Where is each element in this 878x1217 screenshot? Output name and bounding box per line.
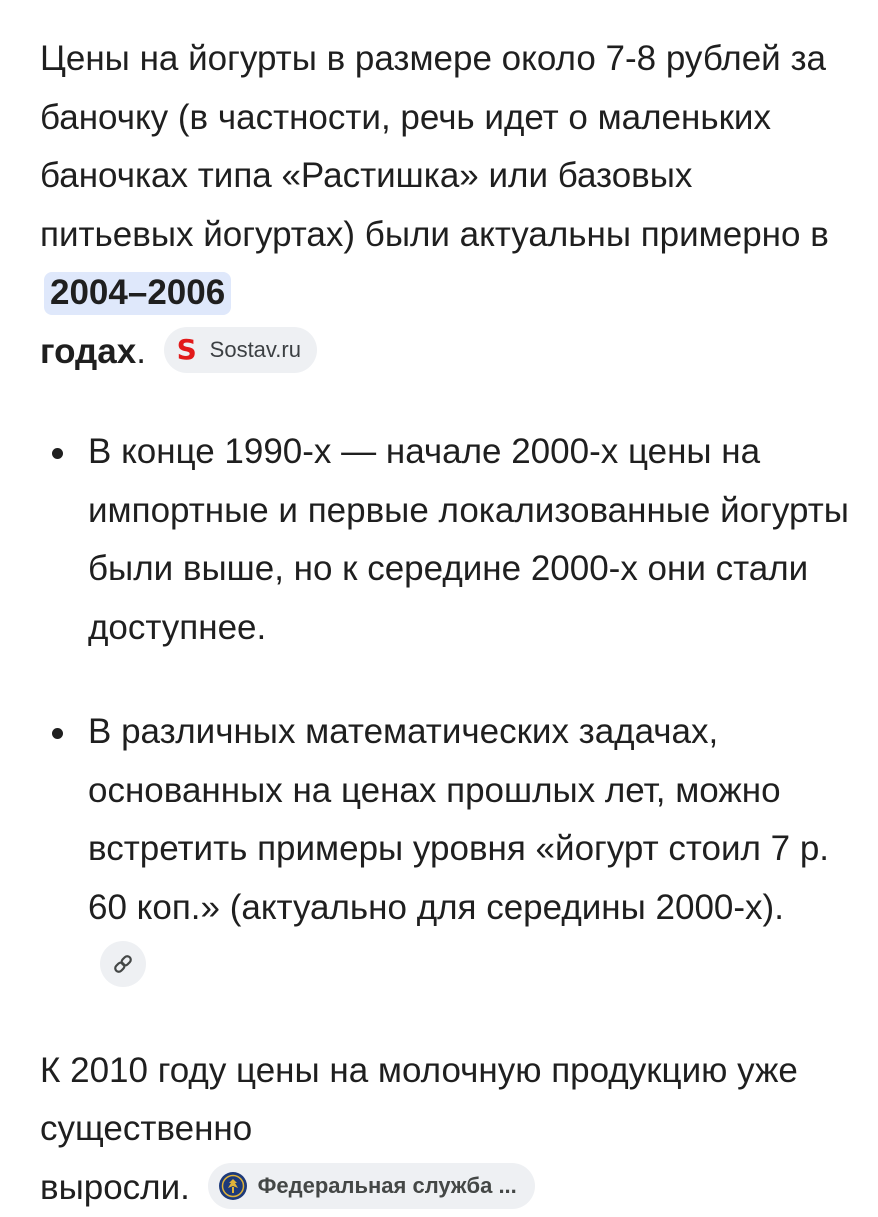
bullet-dot — [52, 448, 63, 459]
paragraph-text: Цены на йогурты в размере около 7-8 рублей за баночку (в частности, речь идет о маленьких баночках типа «Растишка» или базовых питьевых йогуртах) были актуальны примерно в — [40, 39, 829, 254]
period: . — [136, 332, 146, 371]
list-item — [40, 423, 850, 657]
answer-content — [40, 30, 850, 1217]
list-item-text: В различных математических задачах, основанных на ценах прошлых лет, можно встретить примеры уровня «йогурт стоил 7 р. 60 коп.» (актуально для середины 2000-х). — [88, 712, 829, 927]
paragraph-text: К 2010 году цены на молочную продукцию уже существенно — [40, 1051, 798, 1149]
sostav-logo-icon: S — [174, 336, 200, 364]
bold-years-word: годах — [40, 332, 136, 371]
source-chip-federal-service[interactable] — [208, 1163, 535, 1209]
list-item-text: В конце 1990-х — начале 2000-х цены на импортные и первые локализованные йогурты были выше, но к середине 2000-х они стали доступнее. — [88, 432, 849, 647]
link-icon[interactable] — [100, 941, 146, 987]
paragraph-2010 — [40, 1042, 850, 1217]
paragraph-price-period — [40, 30, 850, 381]
highlighted-years[interactable]: 2004–2006 — [44, 272, 231, 315]
source-chip-sostav[interactable] — [164, 327, 317, 373]
bullet-dot — [52, 728, 63, 739]
source-chip-label: Sostav.ru — [210, 339, 301, 361]
paragraph-text-end: выросли. — [40, 1168, 190, 1207]
link-glyph — [111, 952, 135, 976]
list-item — [40, 703, 850, 996]
emblem-icon — [218, 1171, 248, 1201]
source-chip-label: Федеральная служба ... — [258, 1175, 517, 1197]
bullet-list — [40, 423, 850, 996]
